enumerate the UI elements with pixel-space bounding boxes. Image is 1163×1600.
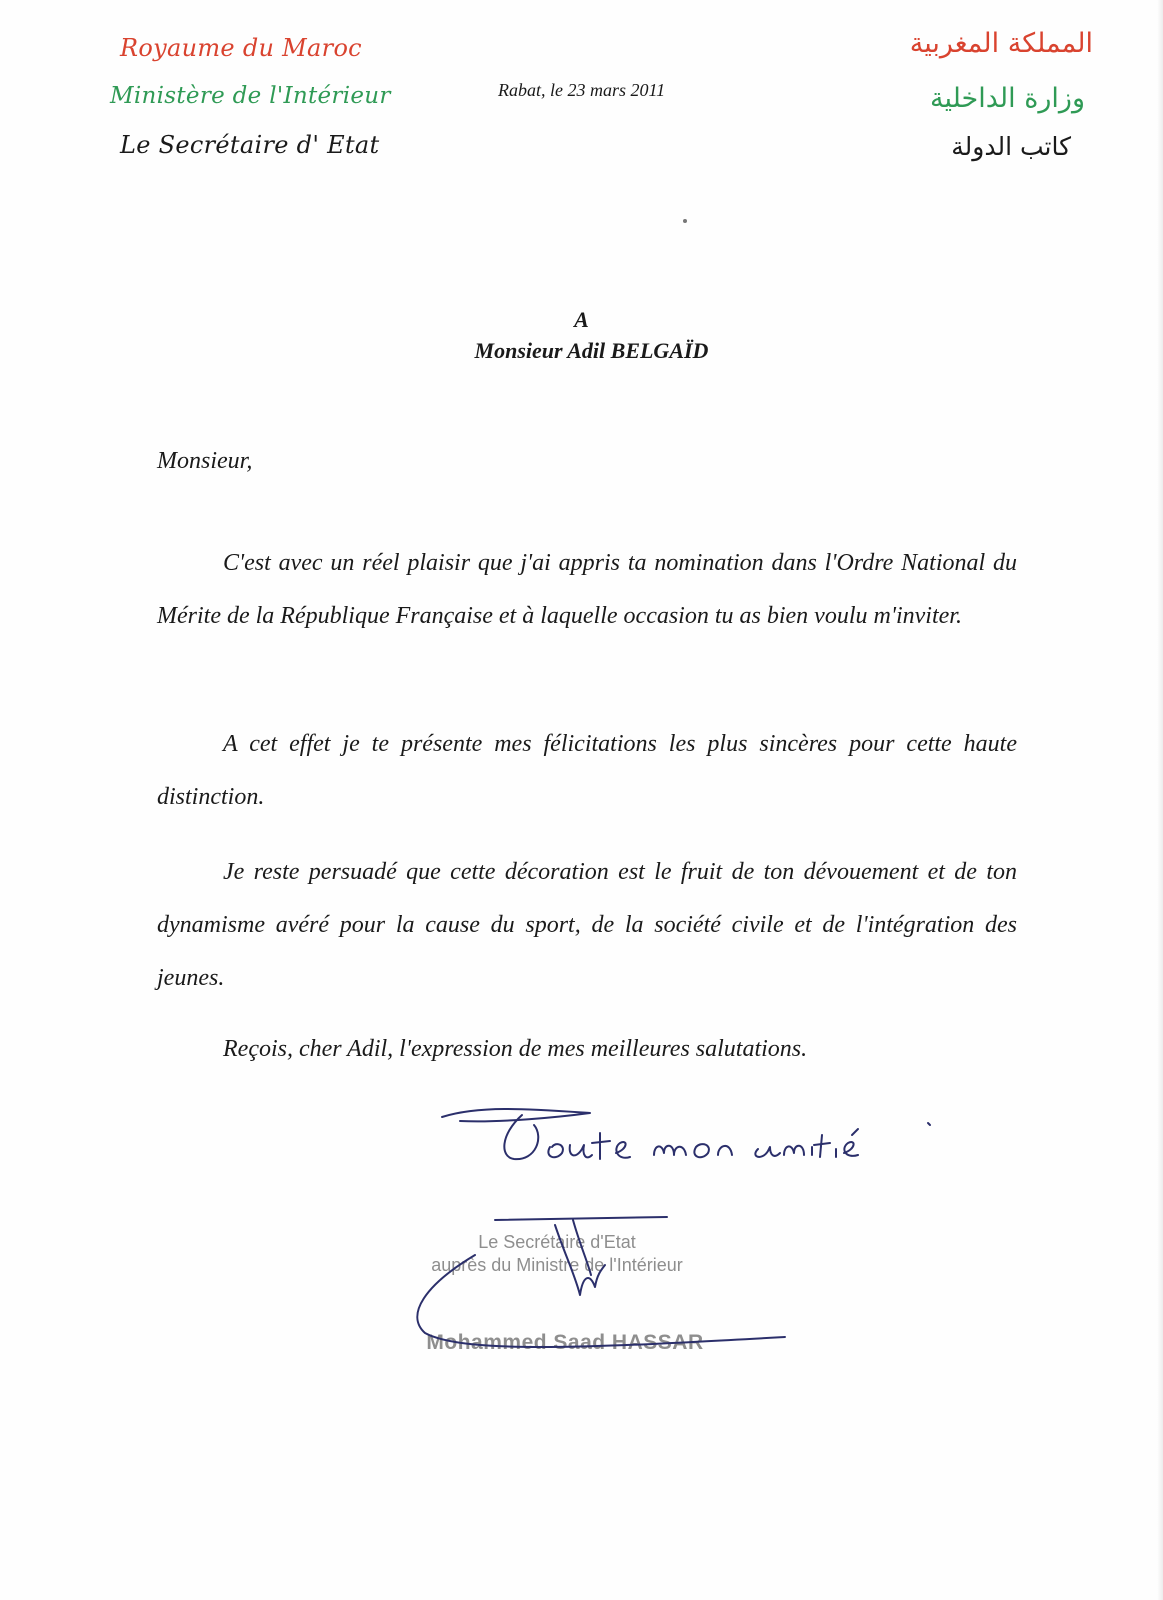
handwriting-drawing — [440, 1095, 960, 1195]
handwritten-note — [440, 1095, 960, 1195]
letterhead-left — [110, 36, 450, 157]
scan-edge — [1157, 0, 1163, 1600]
stamp-subtitle: auprès du Ministre de l'Intérieur — [431, 1255, 683, 1275]
letterhead-kingdom-arabic: المملكة المغربية — [909, 28, 1093, 59]
salutation: Monsieur, — [157, 448, 253, 474]
addressee-prefix: A — [574, 307, 589, 332]
stamp-signatory-name: Mohammed Saad HASSAR — [426, 1331, 704, 1354]
letterhead-ministry-arabic: وزارة الداخلية — [930, 83, 1085, 114]
closing-line: Reçois, cher Adil, l'expression de mes meilleures salutations. — [223, 1036, 808, 1062]
letterhead-right — [833, 30, 1093, 159]
scan-speck — [683, 219, 687, 223]
letterhead-secretary-arabic: كاتب الدولة — [951, 132, 1071, 161]
letterhead-ministry: Ministère de l'Intérieur — [110, 83, 391, 109]
letter-date: Rabat, le 23 mars 2011 — [498, 80, 666, 100]
paragraph-1: C'est avec un réel plaisir que j'ai appris ta nomination dans l'Ordre National du Mérite de la République Française et à laquelle occasion tu as bien voulu m'inviter. — [157, 550, 1017, 629]
addressee-name: Monsieur Adil BELGAÏD — [474, 338, 709, 363]
paragraph-2: A cet effet je te présente mes félicitations les plus sincères pour cette haute distinction. — [157, 731, 1017, 810]
paragraph-3: Je reste persuadé que cette décoration est le fruit de ton dévouement et de ton dynamisme avéré pour la cause du sport, de la société civile et de l'intégration des jeunes. — [157, 859, 1017, 991]
stamp-title: Le Secrétaire d'Etat — [478, 1232, 636, 1252]
signature-drawing — [405, 1215, 805, 1365]
letterhead-secretary: Le Secrétaire d' Etat — [120, 131, 380, 159]
letterhead-kingdom: Royaume du Maroc — [120, 34, 362, 62]
